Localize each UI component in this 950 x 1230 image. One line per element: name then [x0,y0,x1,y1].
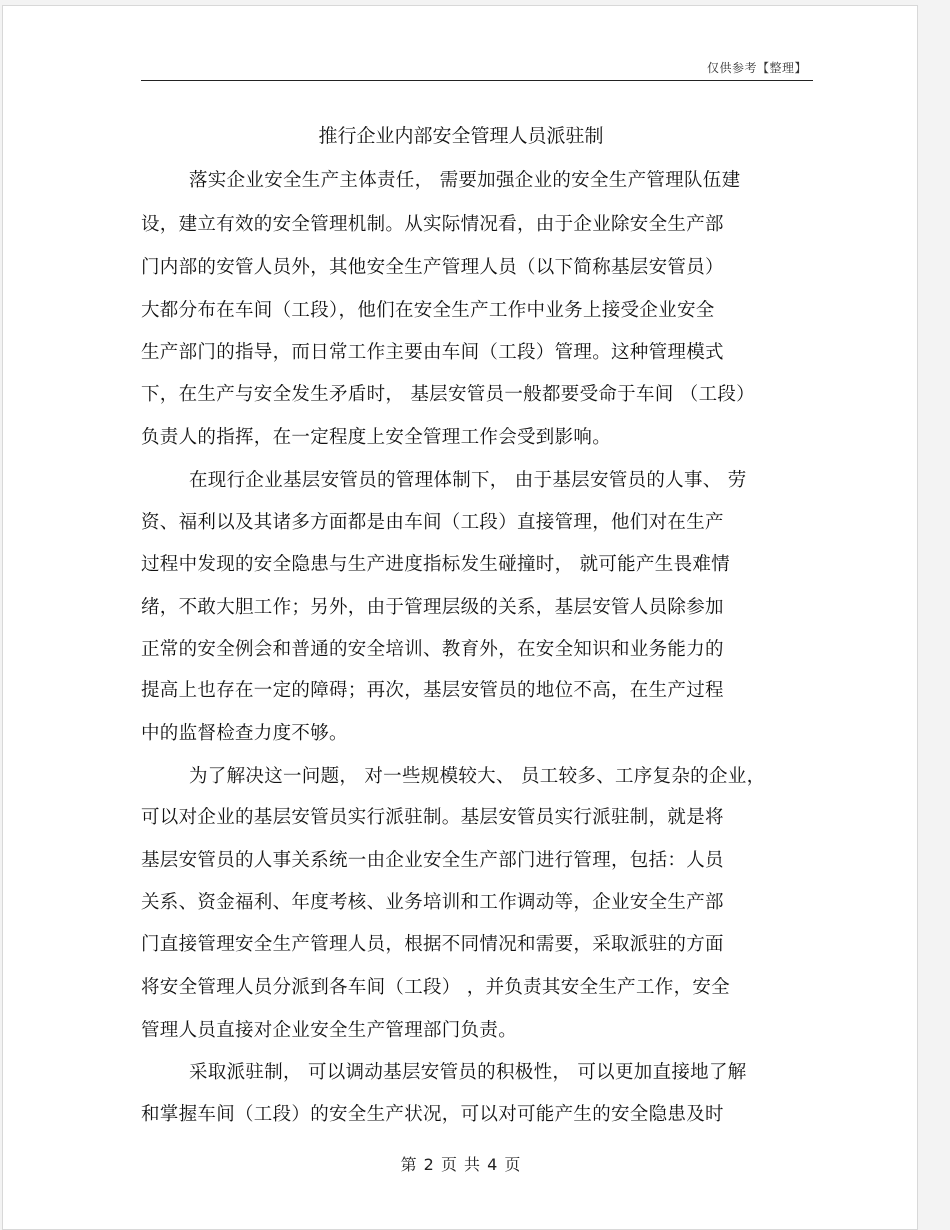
body-line: 可以对企业的基层安管员实行派驻制。基层安管员实行派驻制，就是将 [141,807,724,828]
body-line: 中的监督检查力度不够。 [141,723,348,744]
document-page [2,5,918,1230]
header-rule [141,80,813,81]
body-line: 过程中发现的安全隐患与生产进度指标发生碰撞时， 就可能产生畏难情 [141,554,730,575]
header-note: 仅供参考【整理】 [706,61,807,75]
body-line: 采取派驻制， 可以调动基层安管员的积极性， 可以更加直接地了解 [189,1062,747,1083]
body-line: 为了解决这一问题， 对一些规模较大、 员工较多、工序复杂的企业， [189,766,766,787]
body-line: 下，在生产与安全发生矛盾时， 基层安管员一般都要受命于车间 （工段） [141,384,755,405]
body-line: 门内部的安管人员外，其他安全生产管理人员（以下简称基层安管员） [141,257,724,278]
body-line: 将安全管理人员分派到各车间（工段） ，并负责其安全生产工作，安全 [141,977,730,998]
body-line: 负责人的指挥，在一定程度上安全管理工作会受到影响。 [141,427,612,448]
body-line: 落实企业安全生产主体责任， 需要加强企业的安全生产管理队伍建 [189,170,741,191]
body-line: 大都分布在车间（工段），他们在安全生产工作中业务上接受企业安全 [141,300,715,321]
body-line: 在现行企业基层安管员的管理体制下， 由于基层安管员的人事、 劳 [189,470,747,491]
body-line: 提高上也存在一定的障碍；再次，基层安管员的地位不高，在生产过程 [141,680,724,701]
body-line: 生产部门的指导，而日常工作主要由车间（工段）管理。这种管理模式 [141,342,724,363]
body-line: 管理人员直接对企业安全生产管理部门负责。 [141,1020,518,1041]
body-line: 关系、资金福利、年度考核、业务培训和工作调动等，企业安全生产部 [141,892,724,913]
body-line: 基层安管员的人事关系统一由企业安全生产部门进行管理，包括：人员 [141,850,724,871]
body-line: 绪，不敢大胆工作；另外，由于管理层级的关系，基层安管人员除参加 [141,597,724,618]
body-line: 正常的安全例会和普通的安全培训、教育外，在安全知识和业务能力的 [141,639,724,660]
body-line: 资、福利以及其诸多方面都是由车间（工段）直接管理，他们对在生产 [141,512,724,533]
body-line: 门直接管理安全生产管理人员，根据不同情况和需要，采取派驻的方面 [141,934,724,955]
body-line: 和掌握车间（工段）的安全生产状况，可以对可能产生的安全隐患及时 [141,1104,724,1125]
body-line: 设，建立有效的安全管理机制。从实际情况看，由于企业除安全生产部 [141,214,724,235]
document-title: 推行企业内部安全管理人员派驻制 [318,125,604,147]
page-number: 第 2 页 共 4 页 [400,1155,522,1174]
